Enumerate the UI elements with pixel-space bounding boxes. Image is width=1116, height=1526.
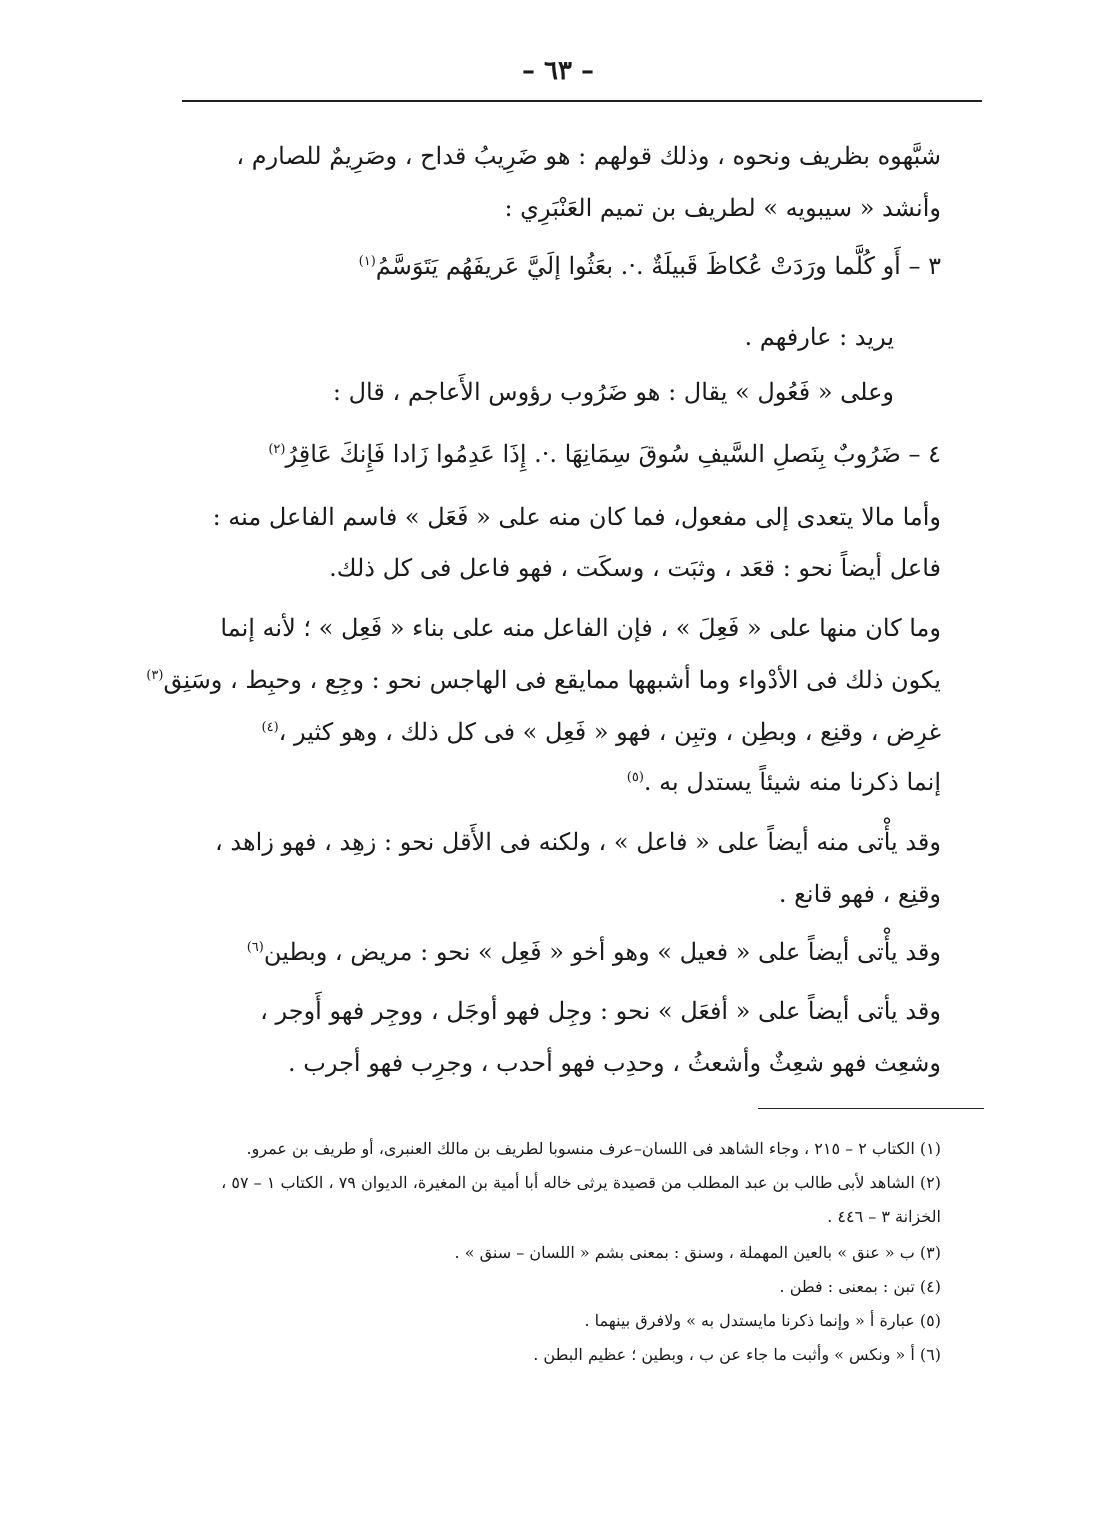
verse-text: ٣ – أَو كُلَّما ورَدَتْ عُكاظَ قَبيلَةٌ .·. بعَثُوا إلَيَّ عَريفَهُم يَتَوَسَّمُ [375, 252, 941, 280]
footnote: (٢) الشاهد لأبى طالب بن عبد المطلب من قصيدة يرثى خاله أبا أمية بن المغيرة، الديوان ٧٩ ، الكتاب ١ – ٥٧ ، [221, 1173, 941, 1192]
text-line: وشعِث فهو شعِثٌ وأشعثُ ، وحدِب فهو أحدب ، وجرِب فهو أجرب . [288, 1049, 941, 1077]
text-line: وعلى « فَعُول » يقال : هو ضَرُوب رؤوس الأَعاجم ، قال : [332, 378, 894, 406]
text-line: وما كان منها على « فَعِلَ » ، فإن الفاعل منه على بناء « فَعِل » ؛ لأنه إنما [220, 614, 941, 642]
text-line [146, 666, 941, 695]
footnote-marker: (٢) [268, 442, 286, 457]
text-line-content: إنما ذكرنا منه شيئاً يستدل به . [643, 768, 941, 796]
text-line: وقد يأتى أيضاً على « أفعَل » نحو : وجِل فهو أوجَل ، ووجِر فهو أَوجر ، [260, 997, 941, 1025]
text-line-content: وقد يأْتى أيضاً على « فعيل » وهو أخو « فَعِل » نحو : مريض ، وبطين [263, 938, 941, 966]
text-line: وقد يأْتى منه أيضاً على « فاعل » ، ولكنه فى الأَقل نحو : زهِد ، فهو زاهد ، [215, 828, 941, 856]
text-line: شبَّهوه بظريف ونحوه ، وذلك قولهم : هو ضَرِيبُ قداح ، وصَرِيمٌ للصارم ، [236, 142, 941, 170]
footnote: (٤) تبن : بمعنى : فطن . [779, 1277, 941, 1296]
text-line [247, 938, 941, 967]
footnote: (١) الكتاب ٢ – ٢١٥ ، وجاء الشاهد فى اللسان–عرف منسوبا لطريف بن مالك العنبرى، أو طريف بن عمرو. [246, 1139, 941, 1158]
footnote-marker: (١) [358, 254, 376, 269]
footnote-marker: (٣) [146, 668, 164, 683]
text-line: وأما مالا يتعدى إلى مفعول، فما كان منه على « فَعَل » فاسم الفاعل منه : [212, 503, 941, 531]
verse-line [359, 252, 941, 281]
footnote-rule [758, 1108, 984, 1109]
footnote-marker: (٤) [261, 720, 279, 735]
text-line: وقنِع ، فهو قانع . [778, 880, 941, 908]
text-line: وأنشد « سيبويه » لطريف بن تميم العَنْبَرِي : [504, 194, 941, 222]
text-line [262, 718, 941, 747]
text-line-content: غرِض ، وقنِع ، وبطِن ، وتبِن ، فهو « فَعِل » فى كل ذلك ، وهو كثير ، [278, 718, 941, 746]
header-rule [182, 100, 982, 102]
text-line [627, 768, 941, 797]
verse-line [268, 440, 941, 469]
footnote-marker: (٥) [626, 770, 644, 785]
footnote-continuation: الخزانة ٣ – ٤٤٦ . [827, 1207, 941, 1226]
verse-text: ٤ – ضَرُوبٌ بِنَصلِ السَّيفِ سُوقَ سِمَانِهَا .·. إِذَا عَدِمُوا زَادا فَإِنكَ عَاقِرُ [285, 440, 941, 468]
page-number: – ٦٣ – [521, 56, 595, 86]
footnote-marker: (٦) [246, 940, 264, 955]
text-line: فاعل أيضاً نحو : قعَد ، وثبَت ، وسكَت ، فهو فاعل فى كل ذلك. [329, 554, 941, 582]
footnote: (٣) ب « عنق » بالعين المهملة ، وسنق : بمعنى بشم « اللسان – سنق » . [454, 1243, 941, 1262]
text-line-content: يكون ذلك فى الأدْواء وما أشبهها ممايقع فى الهاجس نحو : وجِع ، وحبِط ، وسَنِق [163, 666, 941, 694]
footnote: (٥) عبارة أ « وإنما ذكرنا مايستدل به » ولافرق بينهما . [584, 1311, 941, 1330]
footnote: (٦) أ « ونكس » وأثبت ما جاء عن ب ، وبطين ؛ عظيم البطن . [533, 1345, 941, 1364]
text-line: يريد : عارفهم . [744, 323, 894, 351]
